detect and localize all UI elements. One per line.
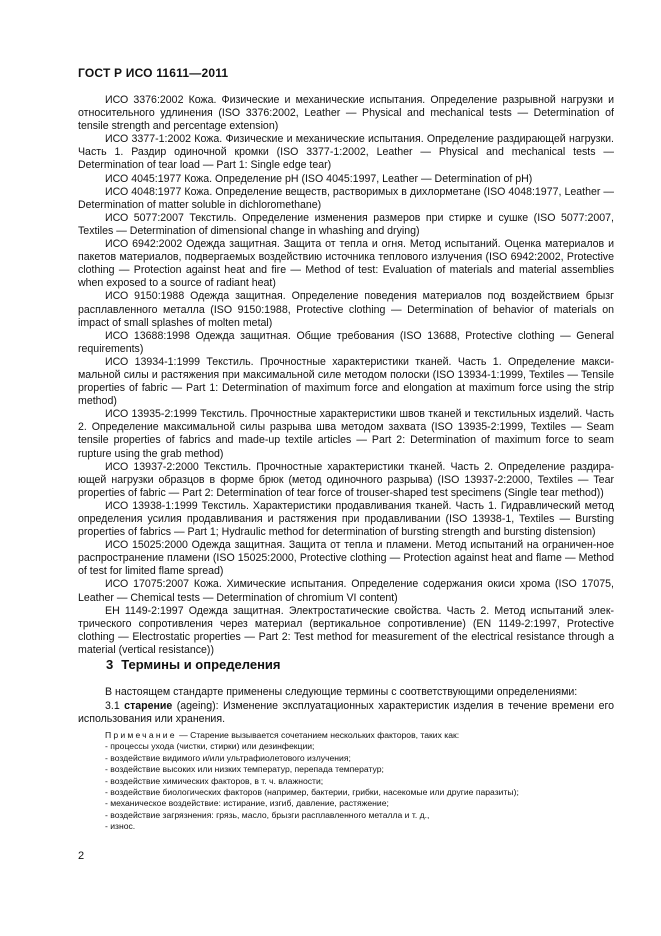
section-heading [106, 657, 281, 672]
reference-item: ИСО 5077:2007 Текстиль. Определение изменения размеров при стирке и сушке (ISO 5077:2007, Textiles — Determination of dimensional change in whashing and drying) [78, 211, 614, 237]
note-list-item: - воздействие биологических факторов (например, бактерии, грибки, насекомые или другие паразиты); [105, 787, 519, 798]
document-header: ГОСТ Р ИСО 11611—2011 [78, 66, 229, 80]
section-title-text: Термины и определения [121, 657, 281, 672]
reference-item: ИСО 4048:1977 Кожа. Определение веществ, растворимых в дихлорметане (ISO 4048:1977, Leather — Determination of matter soluble in dichloromethane) [78, 185, 614, 211]
page-number: 2 [78, 850, 85, 862]
note-intro [105, 730, 614, 741]
note-block [105, 730, 614, 833]
normative-references-list [78, 94, 614, 657]
reference-item: ИСО 6942:2002 Одежда защитная. Защита от тепла и огня. Метод испытаний. Оценка материалов и пакетов материалов, подвергаемых воздействию источника теплового излучения (ISO 6942:2002, Protective clothing — Protection against heat and fire — Method of test: Evaluation of materials and material assemblies when exposed to a source of radiant heat) [78, 238, 614, 290]
section-body [78, 686, 614, 726]
reference-item: ИСО 3376:2002 Кожа. Физические и механические испытания. Определение разрывной нагрузки и относительного удлинения (ISO 3376:2002, Leather — Physical and mechanical tests — Determination of tensile strength and percentage extension) [78, 94, 614, 133]
reference-item: ИСО 13935-2:1999 Текстиль. Прочностные характеристики швов тканей и текстильных изделий. Часть 2. Определение максимальной силы разрыва шва методом захвата (ISO 13935-2:1999, Textiles — Seam tensile properties of fabrics and made-up textile articles — Part 2: Determination of maximum force to seam rupture using the grab method) [78, 408, 614, 460]
reference-item: ИСО 13938-1:1999 Текстиль. Характеристики продавливания тканей. Часть 1. Гидравлический метод определения усилия продавливания и растяжения при продавливании (ISO 13938-1, Textiles — Bursting properties of fabrics — Part 1; Hydraulic method for determination of bursting strength and bursting distension) [78, 499, 614, 539]
reference-item: ИСО 4045:1977 Кожа. Определение pH (ISO 4045:1997, Leather — Determination of pH) [105, 172, 533, 185]
term-number: 3.1 [105, 700, 120, 713]
note-intro-text: — Старение вызывается сочетанием нескольких факторов, таких как: [179, 730, 460, 740]
term-word: старение [124, 700, 173, 713]
note-list-item: - воздействие высоких или низких температур, перепада температур; [105, 764, 384, 775]
note-list-item: - механическое воздействие: истирание, изгиб, давление, растяжение; [105, 798, 389, 809]
note-list-item: - воздействие химических факторов, в т. ч. влажности; [105, 775, 324, 786]
term-definition-text: (ageing): Изменение эксплуатационных характеристик изделия в течение времени его использования или хранения. [78, 700, 614, 726]
reference-item: ИСО 3377-1:2002 Кожа. Физические и механические испытания. Определение раздирающей нагрузки. Часть 1. Раздир одиночной кромки (ISO 3377-1:2002, Leather — Physical and mechanical tests — Determination of tear load — Part 1: Single edge tear) [78, 133, 614, 172]
note-list-item: - воздействие загрязнения: грязь, масло, брызги расплавленного металла и т. д., [105, 809, 430, 820]
section-intro: В настоящем стандарте применены следующие термины с соответствующими определениями: [105, 686, 578, 698]
reference-item: ИСО 17075:2007 Кожа. Химические испытания. Определение содержания окиси хрома (ISO 17075, Leather — Chemical tests — Determination of chromium VI content) [78, 578, 614, 604]
reference-item: ИСО 9150:1988 Одежда защитная. Определение поведения материалов под воздействием брызг расплавленного металла (ISO 9150:1988, Protective clothing — Determination of behavior of materials on impact of small splashes of molten metal) [78, 290, 614, 329]
note-list-item: - воздействие видимого и/или ультрафиолетового излучения; [105, 752, 351, 763]
reference-item: ИСО 15025:2000 Одежда защитная. Защита от тепла и пламени. Метод испытаний на ограничен-ное распространение пламени (ISO 15025:2000, Protective clothing — Protection against heat and flame — Method of test for limited flame spread) [78, 539, 614, 578]
reference-item: ИСО 13934-1:1999 Текстиль. Прочностные характеристики тканей. Часть 1. Определение макси-мальной силы и растяжения при максимальной силе методом полоски (ISO 13934-1:1999, Textiles — Tensile properties of fabric — Part 1: Determination of maximum force and elongation at maximum force using the strip method) [78, 355, 614, 408]
reference-item: ИСО 13937-2:2000 Текстиль. Прочностные характеристики тканей. Часть 2. Определение раздира-ющей нагрузки образцов в форме брюк (метод одиночного разрыва) (ISO 13937-2:2000, Textiles — Tear properties of fabric — Part 2: Determination of tear force of trouser-shaped test specimens (Single tear method)) [78, 460, 614, 499]
section-number: 3 [106, 657, 114, 672]
note-list-item: - износ. [105, 821, 136, 832]
note-label: Примечание [105, 730, 177, 740]
reference-item: ИСО 13688:1998 Одежда защитная. Общие требования (ISO 13688, Protective clothing — General requirements) [78, 329, 614, 355]
reference-item: ЕН 1149-2:1997 Одежда защитная. Электростатические свойства. Часть 2. Метод испытаний элек-трического сопротивления через материал (вертикальное сопротивление) (EN 1149-2:1997, Protective clothing — Electrostatic properties — Part 2: Test method for measurement of the electrical resistance through a material (vertical resistance)) [78, 604, 614, 656]
term-definition [78, 700, 614, 726]
note-list-item: - процессы ухода (чистки, стирки) или дезинфекции; [105, 741, 315, 752]
